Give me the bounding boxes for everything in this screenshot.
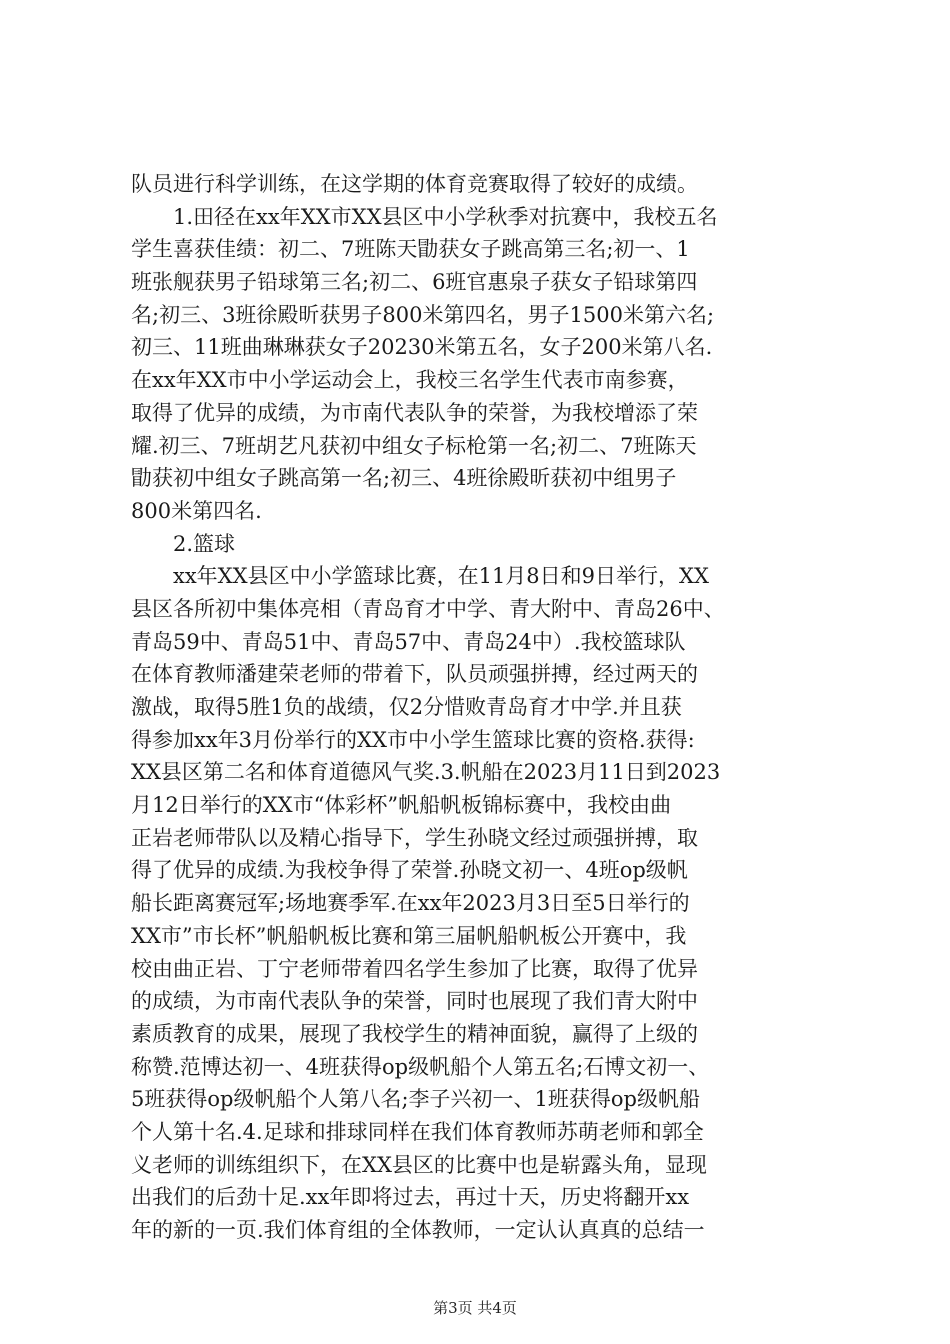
text-line: 耀.初三、7班胡艺凡获初中组女子标枪第一名;初二、7班陈天 [131,433,697,458]
text-line: 个人第十名.4.足球和排球同样在我们体育教师苏萌老师和郭全 [131,1119,704,1144]
text-line: 月12日举行的XX市“体彩杯”帆船帆板锦标赛中，我校由曲 [131,793,672,818]
text-line: 县区各所初中集体亮相（青岛育才中学、青大附中、青岛26中、 [131,596,725,621]
text-line: 取得了优异的成绩，为市南代表队争的荣誉，为我校增添了荣 [131,400,698,425]
text-line: 学生喜获佳绩：初二、7班陈天勖获女子跳高第三名;初一、1 [131,237,690,262]
text-line: 校由曲正岩、丁宁老师带着四名学生参加了比赛，取得了优异 [131,956,698,981]
text-line: xx年XX县区中小学篮球比赛，在11月8日和9日举行，XX [131,564,709,589]
text-line: 激战，取得5胜1负的战绩，仅2分惜败青岛育才中学.并且获 [131,695,682,719]
text-line: 班张舰获男子铅球第三名;初二、6班官惠泉子获女子铅球第四 [131,270,698,295]
text-line: 名;初三、3班徐殿昕获男子800米第四名，男子1500米第六名; [131,302,715,327]
text-line: 5班获得op级帆船个人第八名;李子兴初一、1班获得op级帆船 [131,1087,700,1112]
text-line: 勖获初中组女子跳高第一名;初三、4班徐殿昕获初中组男子 [131,466,677,491]
text-line: 青岛59中、青岛51中、青岛57中、青岛24中）.我校篮球队 [131,629,686,654]
text-line: 船长距离赛冠军;场地赛季军.在xx年2023月3日至5日举行的 [131,891,690,916]
text-line: 出我们的后劲十足.xx年即将过去，再过十天，历史将翻开xx [131,1185,690,1210]
text-line: 的成绩，为市南代表队争的荣誉，同时也展现了我们青大附中 [131,989,698,1014]
text-line: 初三、11班曲琳琳获女子20230米第五名，女子200米第八名. [131,335,713,360]
text-line: 1.田径在xx年XX市XX县区中小学秋季对抗赛中，我校五名 [131,204,718,229]
text-line: 在xx年XX市中小学运动会上，我校三名学生代表市南参赛， [131,368,689,393]
text-line: 正岩老师带队以及精心指导下，学生孙晓文经过顽强拼搏，取 [131,825,698,850]
text-line: 义老师的训练组织下，在XX县区的比赛中也是崭露头角，显现 [131,1152,707,1177]
text-line: 称赞.范博达初一、4班获得op级帆船个人第五名;石博文初一、 [131,1054,710,1079]
text-line: 素质教育的成果，展现了我校学生的精神面貌，赢得了上级的 [131,1021,698,1046]
page-footer: 第3页 共4页 [433,1299,517,1317]
text-line: 800米第四名. [131,498,262,523]
body-text [131,168,831,1247]
text-line: 年的新的一页.我们体育组的全体教师，一定认认真真的总结一 [131,1218,705,1242]
text-line: XX市”市长杯”帆船帆板比赛和第三届帆船帆板公开赛中，我 [131,923,687,948]
text-line: 得参加xx年3月份举行的XX市中小学生篮球比赛的资格.获得: [131,727,695,752]
text-line: 得了优异的成绩.为我校争得了荣誉.孙晓文初一、4班op级帆 [131,858,688,883]
text-line: 在体育教师潘建荣老师的带着下，队员顽强拼搏，经过两天的 [131,662,698,687]
text-line: XX县区第二名和体育道德风气奖.3.帆船在2023月11日到2023 [131,760,721,785]
text-line: 2.篮球 [131,531,236,556]
text-line: 队员进行科学训练，在这学期的体育竞赛取得了较好的成绩。 [131,172,698,196]
